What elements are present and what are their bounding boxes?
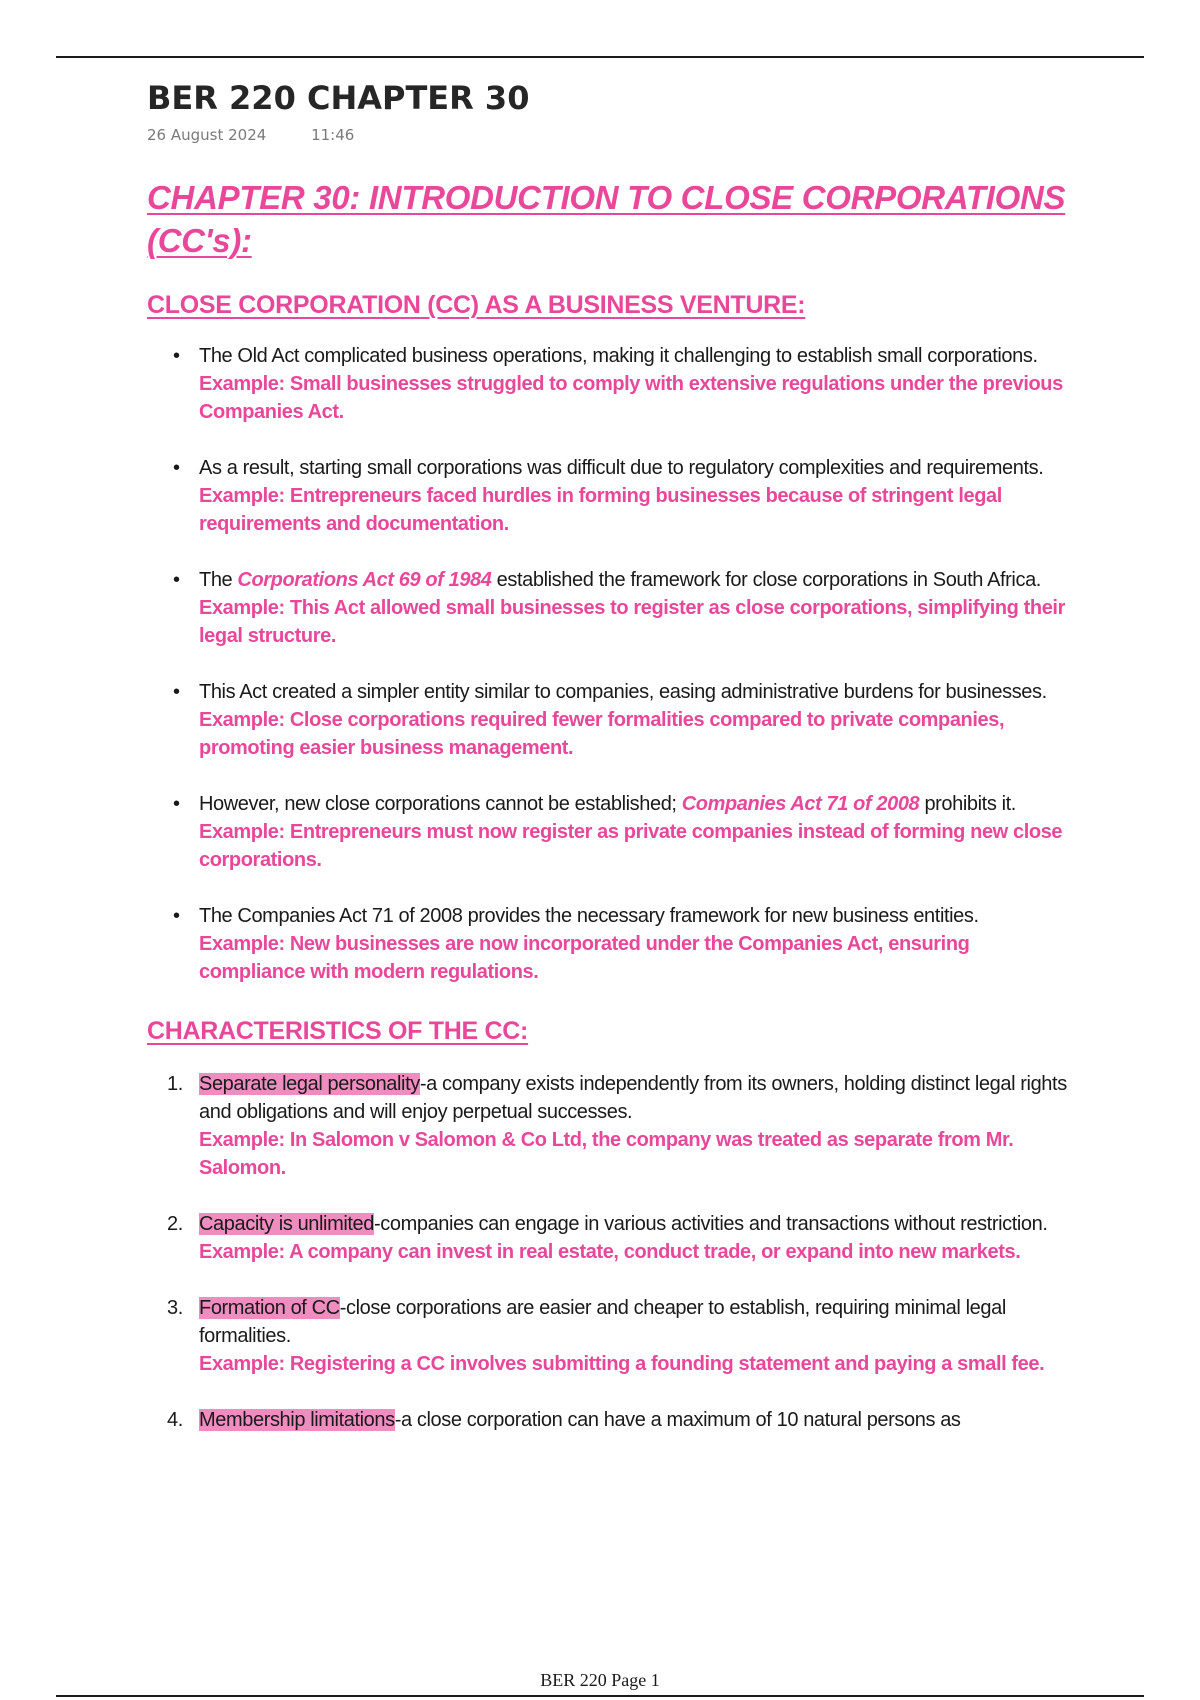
list-item (147, 1294, 1067, 1378)
item-example: Example: Close corporations required fewer formalities compared to private companies, promoting easier business management. (199, 709, 1005, 759)
page-time: 11:46 (311, 126, 355, 144)
business-venture-list (147, 342, 1067, 986)
list-item (147, 566, 1067, 650)
bullet-icon: • (173, 457, 180, 479)
list-item (147, 1070, 1067, 1182)
highlighted-term: Capacity is unlimited (199, 1213, 375, 1235)
item-text: As a result, starting small corporations was difficult due to regulatory complexities and requirements. (199, 457, 1044, 479)
item-example: Example: Registering a CC involves submitting a founding statement and paying a small fee. (199, 1353, 1045, 1375)
item-example: Example: This Act allowed small businesses to register as close corporations, simplifying their legal structure. (199, 597, 1065, 647)
item-text: However, new close corporations cannot be established; (199, 793, 682, 815)
bullet-icon: • (173, 345, 180, 367)
item-example: Example: New businesses are now incorporated under the Companies Act, ensuring compliance with modern regulations. (199, 933, 970, 983)
bullet-icon: • (173, 793, 180, 815)
item-example: Example: Entrepreneurs faced hurdles in forming businesses because of stringent legal requirements and documentation. (199, 485, 1002, 535)
item-text-continued: established the framework for close corporations in South Africa. (491, 569, 1041, 591)
item-example: Example: In Salomon v Salomon & Co Ltd, the company was treated as separate from Mr. Salomon. (199, 1129, 1014, 1179)
item-text: The (199, 569, 238, 591)
section-heading-characteristics: CHARACTERISTICS OF THE CC: (147, 1017, 529, 1045)
list-item (147, 902, 1067, 986)
item-text: The Old Act complicated business operations, making it challenging to establish small corporations. (199, 345, 1038, 367)
bottom-rule (56, 1695, 1144, 1697)
page-meta (147, 126, 1067, 148)
list-item (147, 790, 1067, 874)
bullet-icon: • (173, 681, 180, 703)
act-reference: Companies Act 71 of 2008 (681, 793, 920, 815)
bullet-icon: • (173, 905, 180, 927)
item-text: -a company exists independently from its owners, holding distinct legal rights and obligations and will enjoy perpetual successes. (199, 1073, 1067, 1123)
item-example: Example: A company can invest in real estate, conduct trade, or expand into new markets. (199, 1241, 1021, 1263)
list-item (147, 454, 1067, 538)
item-number: 1. (167, 1073, 183, 1095)
list-item (147, 1210, 1067, 1266)
highlighted-term: Separate legal personality (199, 1073, 420, 1095)
page-title: BER 220 CHAPTER 30 (147, 79, 530, 117)
note-content (147, 74, 1067, 1462)
bullet-icon: • (173, 569, 180, 591)
item-example: Example: Entrepreneurs must now register as private companies instead of forming new close corporations. (199, 821, 1063, 871)
characteristics-list (147, 1070, 1067, 1434)
item-example: Example: Small businesses struggled to comply with extensive regulations under the previous Companies Act. (199, 373, 1063, 423)
item-text: The Companies Act 71 of 2008 provides the necessary framework for new business entities. (199, 905, 979, 927)
item-text: -a close corporation can have a maximum of 10 natural persons as (394, 1409, 961, 1431)
section-heading-business-venture: CLOSE CORPORATION (CC) AS A BUSINESS VENTURE: (147, 291, 806, 319)
highlighted-term: Formation of CC (199, 1297, 340, 1319)
highlighted-term: Membership limitations (199, 1409, 395, 1431)
item-number: 2. (167, 1213, 183, 1235)
item-number: 3. (167, 1297, 183, 1319)
list-item (147, 1406, 1067, 1434)
item-text: This Act created a simpler entity similar to companies, easing administrative burdens for businesses. (199, 681, 1047, 703)
item-number: 4. (167, 1409, 183, 1431)
page-date: 26 August 2024 (147, 126, 267, 144)
item-text-continued: prohibits it. (919, 793, 1016, 815)
item-text: -companies can engage in various activities and transactions without restriction. (374, 1213, 1048, 1235)
item-text: -close corporations are easier and cheaper to establish, requiring minimal legal formalities. (199, 1297, 1006, 1347)
page-footer: BER 220 Page 1 (540, 1670, 660, 1690)
act-reference: Corporations Act 69 of 1984 (237, 569, 492, 591)
list-item (147, 342, 1067, 426)
chapter-heading: CHAPTER 30: INTRODUCTION TO CLOSE CORPORATIONS (CC's): (147, 179, 1066, 259)
list-item (147, 678, 1067, 762)
top-rule (56, 56, 1144, 58)
